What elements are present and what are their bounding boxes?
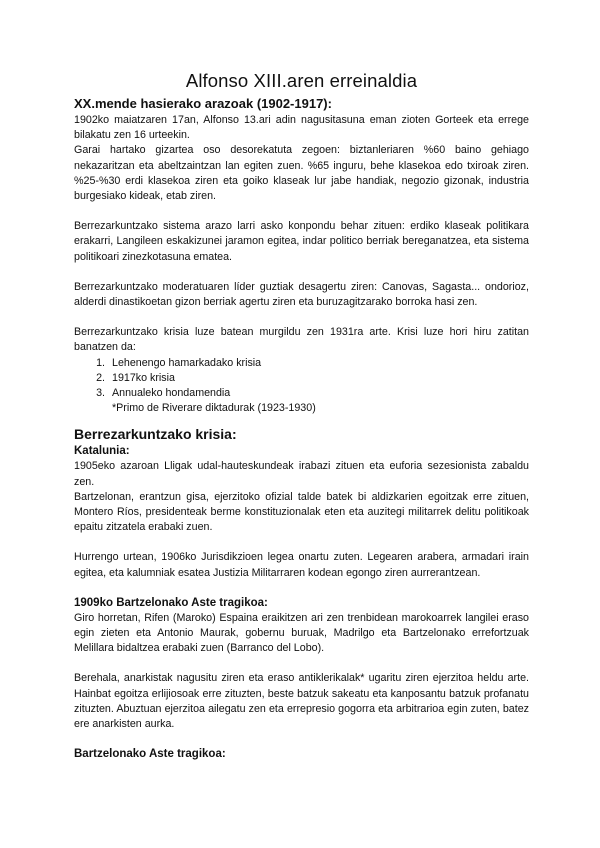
paragraph: Hurrengo urtean, 1906ko Jurisdikzioen legea onartu zuten. Legearen arabera, armadari irain egitea, eta kalumniak esatea Justizia Militarraren kodean egongo ziren aurrerantzean. [74,551,529,579]
paragraph: Bartzelonan, erantzun gisa, ejerzitoko ofizial talde batek bi aldizkarien egoitzak erre zituen, Montero Ríos, presidenteak berme konstituzionalak eten eta auzitegi militarrek delitu politikoak epaitu zitzatela erabaki zuen. [74,490,529,534]
paragraph: 1905eko azaroan Lligak udal-hauteskundeak irabazi zituen eta euforia sezesionista zabaldu zen. [74,460,529,488]
list-item: 3. Annualeko hondamendia [108,386,529,401]
list-item: 1. Lehenengo hamarkadako krisia [108,356,529,371]
paragraph: 1902ko maiatzaren 17an, Alfonso 13.ari adin nagusitasuna eman zioten Gorteek eta errege bilakatu zen 16 urteekin. [74,114,529,142]
section-heading-crisis: Berrezarkuntzako krisia: [74,426,237,443]
section-heading-problems: XX.mende hasierako arazoak (1902-1917): [74,96,332,111]
list-item: 2. 1917ko krisia [108,371,529,386]
subheading-catalonia: Katalunia: [74,445,130,458]
subheading-tragic-week-2: Bartzelonako Aste tragikoa: [74,748,226,761]
page-title: Alfonso XIII.aren erreinaldia [185,70,418,91]
paragraph: Berrezarkuntzako krisia luze batean murgildu zen 1931ra arte. Krisi luze hori hiru zatitan banatzen da: [74,326,529,354]
paragraph: Berrezarkuntzako sistema arazo larri asko konpondu behar zituen: erdiko klaseak politikara erakarri, Langileen eskakizunei jaramon egitea, indar politico berriak bereganatzea, eta sistema politikoari zinezkotasuna ematea. [74,220,529,263]
crisis-list [74,356,529,402]
paragraph: Berehala, anarkistak nagusitu ziren eta eraso antiklerikalak* ugaritu ziren ejerzitoa heldu arte. Hainbat egoitza erlijiosoak erre zituzten, beste batzuk sakeatu eta kanposantu batzuk profanatu zituzten. Abuztuan ejerzitoa ailegatu zen eta errepresio gogorra eta arbitrarioa egin zuten, batez ere anarkisten aurka. [74,672,529,731]
paragraph: Berrezarkuntzako moderatuaren líder guztiak desagertu ziren: Canovas, Sagasta... ondorioz, alderdi dinastikoetan gizon berriak agertu ziren eta buruzagitzarako borroka hasi zen. [74,280,529,309]
list-note: *Primo de Riverare diktadurak (1923-1930) [112,402,316,415]
paragraph: Giro horretan, Rifen (Maroko) Espaina eraikitzen ari zen trenbidean marokoarrek langilei eraso egin zieten eta Antonio Maurak, gobernu buruak, Madrilgo eta Bartzelonako errefortzuak Melillara bidaltzea erabaki zuen (Barranco del Lobo). [74,611,529,655]
paragraph: Garai hartako gizartea oso desorekatuta zegoen: biztanleriaren %60 baino gehiago nekazaritzan eta abeltzaintzan lan egiten zuen. %65 inguru, behe klasekoa edo txiroak ziren. %25-%30 erdi klasekoa ziren eta goiko klaseak lur jabe handiak, negozio gizonak, industria burgesiako kideak, etab ziren. [74,144,529,203]
subheading-tragic-week: 1909ko Bartzelonako Aste tragikoa: [74,596,268,609]
document-page [74,70,529,762]
